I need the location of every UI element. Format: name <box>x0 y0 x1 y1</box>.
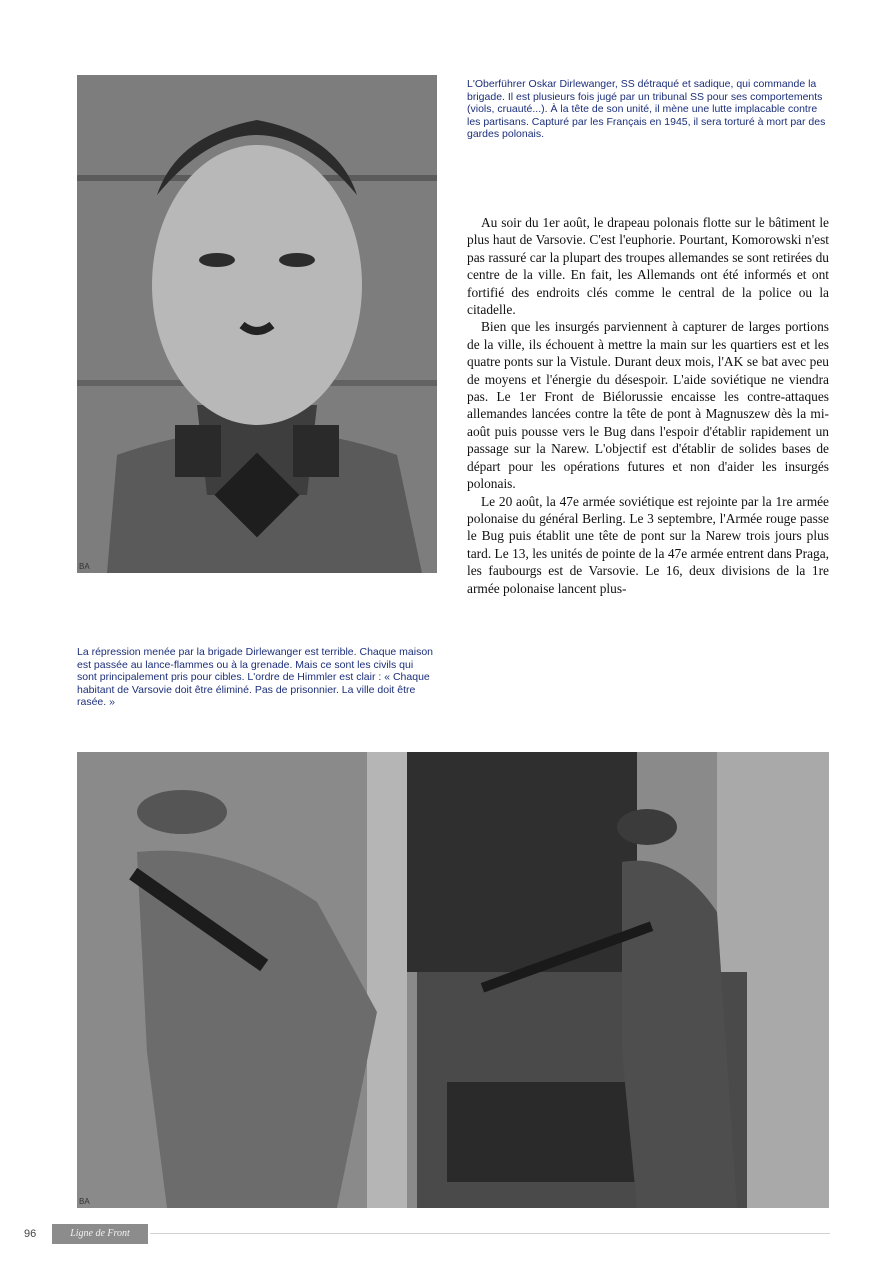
photo-credit: BA <box>79 1197 90 1206</box>
portrait-photo-illustration <box>77 75 437 573</box>
photo-credit: BA <box>79 562 90 571</box>
street-fighting-photo <box>77 752 829 1208</box>
paragraph: Le 20 août, la 47e armée soviétique est rejointe par la 1re armée polonaise du général Berling. Le 3 septembre, l'Armée rouge passe le Bug puis établit une tête de pont sur la Narew trois jours plus tard. Le 13, les unités de pointe de la 47e armée entrent dans Praga, les faubourgs est de Varsovie. Le 16, deux divisions de la 1re armée polonaise lancent plus- <box>467 493 829 596</box>
street-photo-illustration <box>77 752 829 1208</box>
street-photo-caption: La répression menée par la brigade Dirlewanger est terrible. Chaque maison est passée au lance-flammes ou à la grenade. Mais ce sont les civils qui sont principalement pris pour cibles. L'ordre de Himmler est clair : « Chaque habitant de Varsovie doit être éliminé. Pas de prisonnier. La ville doit être rasée. » <box>77 646 434 708</box>
article-body <box>467 214 829 597</box>
magazine-badge: Ligne de Front <box>52 1224 148 1244</box>
portrait-photo <box>77 75 437 573</box>
paragraph: Bien que les insurgés parviennent à capturer de larges portions de la ville, ils échouent à mettre la main sur les quartiers est et les quatre ponts sur la Vistule. Durant deux mois, l'AK se bat avec peu de moyens et l'énergie du désespoir. L'aide soviétique ne viendra pas. Le 1er Front de Biélorussie encaisse les contre-attaques allemandes lancées contre la tête de pont à Magnuszew dès la mi-août puis pousse vers le Bug dans l'espoir d'établir rapidement un passage sur la Narew. L'objectif est d'établir de solides bases de départ pour les opérations futures et non d'aider les insurgés polonais. <box>467 319 829 492</box>
portrait-caption: L'Oberführer Oskar Dirlewanger, SS détraqué et sadique, qui commande la brigade. Il est plusieurs fois jugé par un tribunal SS pour ses comportements (viols, cruauté...). À la tête de son unité, il mène une lutte implacable contre les partisans. Capturé par les Français en 1945, il sera torturé à mort par des gardes polonais. <box>467 78 826 140</box>
footer-divider <box>150 1233 830 1234</box>
page-number: 96 <box>24 1228 37 1240</box>
paragraph: Au soir du 1er août, le drapeau polonais flotte sur le bâtiment le plus haut de Varsovie. C'est l'euphorie. Pourtant, Komorowski n'est pas rassuré car la plupart des troupes allemandes se sont retirées du centre de la ville. En fait, les Allemands ont été informés et ont fortifié des endroits clés comme le central de la police ou la citadelle. <box>467 215 829 318</box>
